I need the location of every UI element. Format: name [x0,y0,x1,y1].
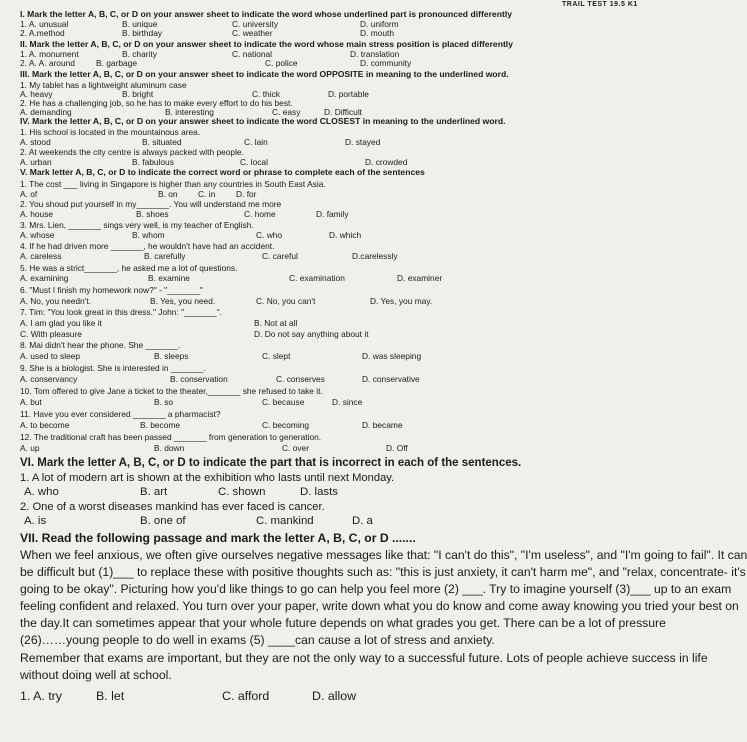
option[interactable]: A. up [20,443,40,453]
passage-line: be difficult but (1)___ to replace these with positive thoughts such as: "this is just anxiety, it can't harm me", and "relax, concentrate- it's [20,565,746,579]
option[interactable]: C. No, you can't [256,296,316,306]
option[interactable]: C. local [240,157,268,167]
passage-line: going to be okay". Picturing how you'd like things to go can help you feel more (2) ___. Try to imagine yourself (3)___ up to an exam [20,582,732,596]
s5-question-4: 4. If he had driven more _______, he wouldn't have had an accident. [20,241,275,251]
option[interactable]: B. fabulous [132,157,174,167]
option[interactable]: A. stood [20,137,51,147]
option[interactable]: A. house [20,209,54,219]
option[interactable]: A. conservancy [20,374,78,384]
option[interactable]: A. who [24,486,59,498]
option[interactable]: D. Do not say anything about it [254,329,369,339]
option[interactable]: C. easy [272,107,301,117]
section-6-title: VI. Mark the letter A, B, C, or D to indicate the part that is incorrect in each of the sentences. [20,457,522,469]
option[interactable]: B. Not at all [254,318,298,328]
option[interactable]: A. used to sleep [20,351,81,361]
option[interactable]: D. crowded [365,157,408,167]
option[interactable]: C. conserves [276,374,325,384]
option[interactable]: C. in [198,189,216,199]
s5-question-6: 6. "Must I finish my homework now?" - "_______" [20,285,203,295]
option[interactable]: B. on [158,189,178,199]
s5-question-10: 10. Tom offered to give Jane a ticket to the theater,_______ she refused to take it. [20,386,323,396]
option[interactable]: D. portable [328,89,369,99]
option[interactable]: A. heavy [20,89,53,99]
option[interactable]: D. mouth [360,28,394,38]
option[interactable]: B. examine [148,273,190,283]
option[interactable]: C. national [232,49,273,59]
option[interactable]: D. examiner [397,273,443,283]
section-7-title: VII. Read the following passage and mark the letter A, B, C, or D ....... [20,531,416,545]
option[interactable]: C. university [232,19,279,29]
s5-question-3: 3. Mrs. Lien, _______ sings very well, is my teacher of English. [20,220,254,230]
option[interactable]: D. lasts [300,486,338,498]
s5-question-2: 2. You shoud put yourself in my_______. You will understand me more [20,199,282,209]
option[interactable]: B. shoes [136,209,169,219]
option[interactable]: C. With pleasure [20,329,82,339]
passage-line: feeling confident and relaxed. You turn over your paper, write down what you do know and come away knowing you tried your best on [20,599,739,613]
option[interactable]: B. bright [122,89,154,99]
option[interactable]: D. for [236,189,257,199]
option[interactable]: B. charity [122,49,157,59]
option[interactable]: D. conservative [362,374,420,384]
passage-line: (26)……young people to do well in exams (5) ____can cause a lot of stress and anxiety. [20,633,495,647]
passage-line: When we feel anxious, we often give ourselves negative messages like that: "I can't do this", "I'm useless", and "I'm going to fail". It can [20,548,747,562]
option[interactable]: D. community [360,58,412,68]
option[interactable]: C. weather [232,28,273,38]
section-4-title: IV. Mark the letter A, B, C, or D on your answer sheet to indicate the word CLOSEST in meaning to the underlined word. [20,116,506,126]
option[interactable]: 2. A. A. around [20,58,75,68]
option[interactable]: C. police [265,58,298,68]
option[interactable]: D. family [316,209,349,219]
passage-line: Remember that exams are important, but they are not the only way to a successful future. Lots of people achieve success in life [20,651,708,665]
option[interactable]: C. lain [244,137,268,147]
option[interactable]: B. carefully [144,251,186,261]
option[interactable]: C. thick [252,89,280,99]
option[interactable]: B. birthday [122,28,163,38]
option[interactable]: D. allow [312,689,357,703]
option[interactable]: B. whom [132,230,165,240]
option[interactable]: A. but [20,397,42,407]
option[interactable]: D.carelessly [352,251,398,261]
option[interactable]: C. over [282,443,309,453]
option[interactable]: B. art [140,486,168,498]
option[interactable]: C. slept [262,351,291,361]
option[interactable]: B. sleeps [154,351,189,361]
option[interactable]: A. whose [20,230,55,240]
s5-question-5: 5. He was a strict_______, he asked me a lot of questions. [20,263,238,273]
option[interactable]: D. stayed [345,137,381,147]
option[interactable]: C. examination [289,273,345,283]
option[interactable]: B. interesting [165,107,214,117]
option[interactable]: C. home [244,209,276,219]
s4-question-1: 1. His school is located in the mountainous area. [20,127,201,137]
option[interactable]: D. which [329,230,362,240]
option[interactable]: C. careful [262,251,298,261]
option[interactable]: D. was sleeping [362,351,422,361]
section-5-title: V. Mark letter A, B, C, or D to indicate the correct word or phrase to complete each of the sentences [20,167,425,177]
s6-question-1: 1. A lot of modern art is shown at the exhibition who lasts until next Monday. [20,472,395,484]
section-2-title: II. Mark the letter A, B, C, or D on your answer sheet to indicate the word whose main stress position is placed differently [20,39,513,49]
option[interactable]: 1. A. unusual [20,19,69,29]
s3-question-2: 2. He has a challenging job, so he has to make every effort to do his best. [20,98,293,108]
option[interactable]: 2. A.method [20,28,65,38]
option[interactable]: A. to become [20,420,70,430]
option[interactable]: 1. A. try [20,689,63,703]
option[interactable]: B. garbage [96,58,137,68]
option[interactable]: 1. A. monument [20,49,79,59]
option[interactable]: B. Yes, you need. [150,296,216,306]
option[interactable]: B. one of [140,515,186,527]
option[interactable]: B. so [154,397,174,407]
option[interactable]: B. become [140,420,181,430]
option[interactable]: B. conservation [170,374,228,384]
option[interactable]: A. examining [20,273,69,283]
s5-question-7: 7. Tim: "You look great in this dress." John: "_______". [20,307,222,317]
test-code: TRAIL TEST 19.5 K1 [562,1,638,8]
option[interactable]: B. let [96,689,125,703]
option[interactable]: C. because [262,397,305,407]
s5-question-11: 11. Have you ever considered _______ a pharmacist? [20,409,221,419]
option[interactable]: A. I am glad you like it [20,318,102,328]
s4-question-2: 2. At weekends the city centre is always packed with people. [20,147,244,157]
option[interactable]: A. urban [20,157,52,167]
option[interactable]: C. afford [222,689,270,703]
passage-line: without doing well at school. [20,668,172,682]
option[interactable]: C. becoming [262,420,310,430]
s5-question-9: 9. She is a biologist. She is interested in _______. [20,363,206,373]
option[interactable]: D. Yes, you may. [370,296,433,306]
section-3-title: III. Mark the letter A, B, C, or D on your answer sheet to indicate the word OPPOSITE in meaning to the underlined word. [20,69,509,79]
option[interactable]: A. is [24,515,47,527]
option[interactable]: D. translation [350,49,400,59]
option[interactable]: B. situated [142,137,182,147]
option[interactable]: D. Difficult [324,107,363,117]
option[interactable]: D. since [332,397,363,407]
option[interactable]: D. Off [386,443,408,453]
option[interactable]: A. No, you needn't. [20,296,91,306]
option[interactable]: D. became [362,420,403,430]
s5-question-1: 1. The cost ___ living in Singapore is higher than any countries in South East Asia. [20,179,326,189]
s3-question-1: 1. My tablet has a lightweight aluminum case [20,80,187,90]
s5-question-8: 8. Mai didn't hear the phone. She _______. [20,340,181,350]
option[interactable]: A. careless [20,251,62,261]
option[interactable]: B. unique [122,19,158,29]
s6-question-2: 2. One of a worst diseases mankind has ever faced is cancer. [20,501,325,513]
option[interactable]: D. uniform [360,19,399,29]
s5-question-12: 12. The traditional craft has been passed _______ from generation to generation. [20,432,322,442]
option[interactable]: A. demanding [20,107,72,117]
passage-line: the day.It can sometimes appear that your whole future depends on what grades you get. There can be a lot of pressure [20,616,666,630]
option[interactable]: C. shown [218,486,266,498]
option[interactable]: B. down [154,443,185,453]
option[interactable]: C. mankind [256,515,314,527]
option[interactable]: A. of [20,189,38,199]
option[interactable]: D. a [352,515,373,527]
section-1-title: I. Mark the letter A, B, C, or D on your answer sheet to indicate the word whose underlined part is pronounced differently [20,9,512,19]
option[interactable]: C. who [256,230,283,240]
